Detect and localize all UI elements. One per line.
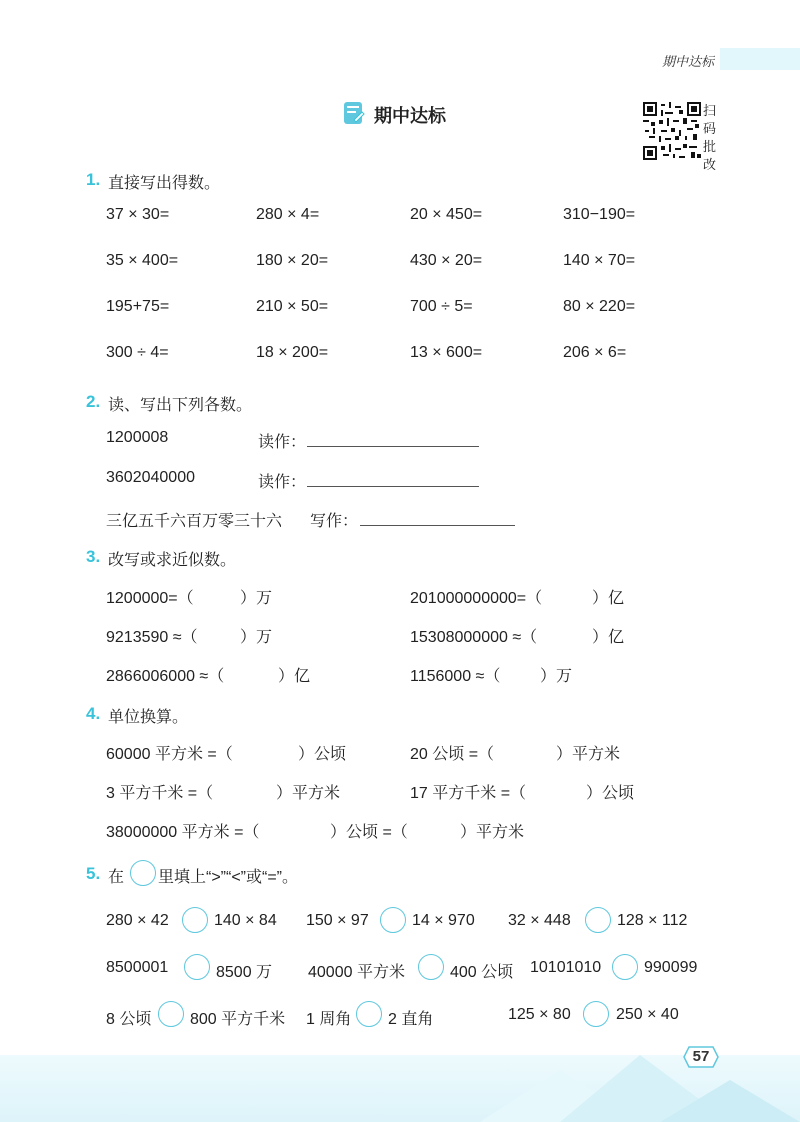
s2-label: 读作： [258,474,307,491]
scan-correction-label: 扫码批改 [703,103,717,172]
s5-right: 2 直角 [388,1011,434,1028]
s3-right: ）亿 [278,668,311,685]
s4-right: ）公顷 [298,746,347,763]
s2-number: 1200008 [106,429,169,446]
answer-line[interactable] [360,525,515,526]
section-1-number: 1. [86,170,101,189]
section-2-title: 读、写出下列各数。 [108,397,253,414]
header-band [720,48,800,70]
compare-circle[interactable] [158,1001,184,1027]
s1-problem: 430 × 20= [410,252,483,269]
s3-left: 9213590 ≈（ [106,629,198,646]
s3-right: ）亿 [592,590,625,607]
s5-left: 32 × 448 [508,912,571,929]
s3-right: ）万 [540,668,573,685]
book-icon [342,100,366,126]
answer-line[interactable] [307,486,479,487]
s5-right: 14 × 970 [412,912,475,929]
s1-problem: 310−190= [563,206,636,223]
s1-problem: 195+75= [106,298,170,315]
section-5-title-pre: 在 [108,869,125,886]
section-3-number: 3. [86,547,101,566]
s5-left: 280 × 42 [106,912,169,929]
compare-circle[interactable] [585,907,611,933]
section-5-title-post: 里填上“>”“<”或“=”。 [158,869,299,886]
s2-number: 3602040000 [106,469,195,486]
s2-number: 三亿五千六百万零三十六 [106,513,283,530]
s3-left: 15308000000 ≈（ [410,629,538,646]
s5-right: 128 × 112 [617,912,688,929]
section-5-number: 5. [86,864,101,883]
s3-left: 201000000000=（ [410,590,543,607]
s1-problem: 37 × 30= [106,206,170,223]
s1-problem: 700 ÷ 5= [410,298,473,315]
s4-mid: ）公顷 =（ [330,824,408,841]
s5-right: 990099 [644,959,698,976]
s5-right: 250 × 40 [616,1006,679,1023]
compare-circle-sample [130,860,156,886]
s4-right: ）平方米 [460,824,525,841]
compare-circle[interactable] [583,1001,609,1027]
s3-left: 1156000 ≈（ [410,668,501,685]
s4-left: 38000000 平方米 =（ [106,824,260,841]
s4-left: 20 公顷 =（ [410,746,495,763]
s2-label: 读作： [258,434,307,451]
s5-right: 8500 万 [216,964,273,981]
s4-left: 3 平方千米 =（ [106,785,214,802]
s3-left: 1200000=（ [106,590,194,607]
s1-problem: 20 × 450= [410,206,483,223]
footer-band [0,1055,800,1122]
s4-right: ）公顷 [586,785,635,802]
s4-right: ）平方米 [276,785,341,802]
s5-left: 1 周角 [306,1011,352,1028]
s5-left: 150 × 97 [306,912,369,929]
section-4-title: 单位换算。 [108,709,189,726]
page-number [683,1046,719,1068]
s5-right: 800 平方千米 [190,1011,286,1028]
s3-left: 2866006000 ≈（ [106,668,225,685]
section-1-title: 直接写出得数。 [108,175,221,192]
s1-problem: 206 × 6= [563,344,627,361]
page-number-text: 57 [692,1048,710,1065]
s3-right: ）亿 [592,629,625,646]
s5-left: 10101010 [530,959,602,976]
compare-circle[interactable] [182,907,208,933]
page-title: 期中达标 [374,106,446,126]
s4-left: 60000 平方米 =（ [106,746,233,763]
s5-right: 400 公顷 [450,964,514,981]
s5-left: 40000 平方米 [308,964,405,981]
compare-circle[interactable] [612,954,638,980]
s2-label: 写作： [310,513,359,530]
header-label: 期中达标 [662,54,715,69]
s1-problem: 210 × 50= [256,298,329,315]
s1-problem: 80 × 220= [563,298,636,315]
s1-problem: 35 × 400= [106,252,179,269]
qr-code[interactable] [643,102,701,160]
s1-problem: 300 ÷ 4= [106,344,169,361]
s3-right: ）万 [240,629,273,646]
s1-problem: 13 × 600= [410,344,483,361]
s1-problem: 280 × 4= [256,206,320,223]
s3-right: ）万 [240,590,273,607]
section-3-title: 改写或求近似数。 [108,552,237,569]
compare-circle[interactable] [184,954,210,980]
section-4-number: 4. [86,704,101,723]
s5-left: 8 公顷 [106,1011,152,1028]
s1-problem: 140 × 70= [563,252,636,269]
s1-problem: 180 × 20= [256,252,329,269]
s5-left: 125 × 80 [508,1006,571,1023]
s5-right: 140 × 84 [214,912,277,929]
s5-left: 8500001 [106,959,169,976]
answer-line[interactable] [307,446,479,447]
compare-circle[interactable] [356,1001,382,1027]
compare-circle[interactable] [380,907,406,933]
s4-right: ）平方米 [556,746,621,763]
section-2-number: 2. [86,392,101,411]
s4-left: 17 平方千米 =（ [410,785,527,802]
compare-circle[interactable] [418,954,444,980]
s1-problem: 18 × 200= [256,344,329,361]
